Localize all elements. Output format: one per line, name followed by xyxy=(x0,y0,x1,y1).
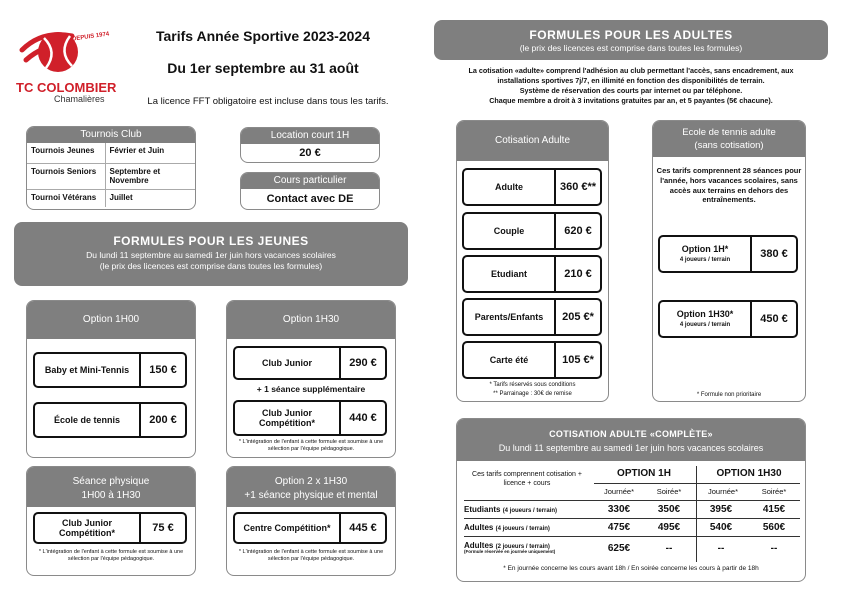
logo-since: DEPUIS 1974 xyxy=(71,31,110,43)
price-value: 620 € xyxy=(554,214,600,248)
row-label-sub: (4 joueurs / terrain) xyxy=(495,526,550,532)
price-label: Carte été xyxy=(489,354,529,365)
col-journee: Journée* xyxy=(603,487,635,496)
price-value: 150 € xyxy=(139,354,185,386)
price-carte-ete xyxy=(462,341,602,379)
price-label: Baby et Mini-Tennis xyxy=(44,364,130,375)
price-value: 450 € xyxy=(750,302,796,336)
season-dates: Du 1er septembre au 31 août xyxy=(167,60,359,76)
cell-value: 415€ xyxy=(762,504,786,515)
price-label: Club Junior xyxy=(262,357,312,368)
cotisation-note-2: ** Parrainage : 30€ de remise xyxy=(493,391,572,397)
table-row xyxy=(27,189,195,207)
logo-city: Chamalières xyxy=(54,94,105,104)
price-parents-enfants xyxy=(462,298,602,336)
row-label xyxy=(464,542,594,555)
desc-line: La cotisation «adulte» comprend l'adhésion au club permettant l'accès, sans encadrement, aux xyxy=(468,66,794,75)
licence-note: La licence FFT obligatoire est incluse dans tous les tarifs. xyxy=(147,96,389,107)
cotisation-complete-subtitle: Du lundi 11 septembre au samedi 1er juin hors vacances scolaires xyxy=(498,442,764,453)
cours-particulier-value: Contact avec DE xyxy=(266,193,354,205)
price-value: 445 € xyxy=(339,514,385,542)
price-value: 440 € xyxy=(339,402,385,434)
cell-value: 395€ xyxy=(709,504,733,515)
price-value: 360 €** xyxy=(554,170,600,204)
cell-value: 540€ xyxy=(709,522,733,533)
cell-value: 560€ xyxy=(762,522,786,533)
option-2x1h30-title1: Option 2 x 1H30 xyxy=(274,476,348,487)
price-adulte xyxy=(462,168,602,206)
location-court-price: 20 € xyxy=(299,147,321,159)
price-label xyxy=(660,237,750,271)
tournoi-name: Tournois Jeunes xyxy=(27,143,105,163)
cotisation-note-1: * Tarifs réservés sous conditions xyxy=(489,382,576,388)
cell-value: 475€ xyxy=(607,522,631,533)
col-journee: Journée* xyxy=(707,487,739,496)
tournois-club-title: Tournois Club xyxy=(27,127,195,143)
desc-line: Système de réservation des courts par internet ou par téléphone. xyxy=(519,86,743,96)
selection-note: * L'intégration de l'enfant à cette formule est soumise à une sélection par l'équipe pédagogique. xyxy=(38,549,184,563)
ecole-adulte-title1: Ecole de tennis adulte xyxy=(682,127,776,138)
logo-name: TC COLOMBIER xyxy=(16,80,117,95)
desc-line: Chaque membre a droit à 3 invitations gratuites par an, et 5 payantes (5€ chacune). xyxy=(489,96,773,106)
option-1h30-title: Option 1H30 xyxy=(227,301,395,339)
jeunes-banner xyxy=(14,222,408,286)
desc-line: installations sportives 7j/7, en illimité en fonction des disponibilités de terrain. xyxy=(497,76,765,86)
cours-particulier-title: Cours particulier xyxy=(241,173,379,189)
price-club-junior xyxy=(233,346,387,380)
price-value: 210 € xyxy=(554,257,600,291)
cotisation-adulte-title: Cotisation Adulte xyxy=(457,121,608,161)
price-label xyxy=(660,302,750,336)
table-row xyxy=(27,143,195,163)
cell-value: -- xyxy=(770,543,778,554)
option-sub: 4 joueurs / terrain xyxy=(679,321,731,328)
row-label-sub: (2 joueurs / terrain) xyxy=(495,543,550,550)
tournoi-when: Février et Juin xyxy=(109,146,165,155)
col-soiree: Soirée* xyxy=(656,487,682,496)
ecole-adulte-header xyxy=(653,121,805,157)
seance-physique-header xyxy=(27,467,195,507)
cotisation-complete-title: COTISATION ADULTE «COMPLÈTE» xyxy=(549,429,713,439)
row-label xyxy=(464,505,594,514)
price-label: Club Junior Compétition* xyxy=(59,517,115,538)
price-ecole-de-tennis xyxy=(33,402,187,438)
tournois-club-card xyxy=(26,126,196,210)
option-label: Option 1H30* xyxy=(676,309,734,320)
adultes-banner xyxy=(434,20,828,60)
adultes-subtitle: (le prix des licences est comprise dans toutes les formules) xyxy=(519,43,743,53)
tournois-table xyxy=(27,143,195,207)
price-label: École de tennis xyxy=(53,414,121,425)
price-label: Adulte xyxy=(495,181,523,192)
cell-value: 350€ xyxy=(657,504,681,515)
tournoi-name: Tournois Seniors xyxy=(27,163,105,189)
option-2x1h30-title2: +1 séance physique et mental xyxy=(244,490,378,501)
row-label-main: Adultes xyxy=(464,540,494,550)
complete-note: * En journée concerne les cours avant 18h / En soirée concerne les cours à partir de 18h xyxy=(503,565,759,572)
complete-intro: Ces tarifs comprennent cotisation + licence + cours xyxy=(472,471,582,488)
seance-physique-title1: Séance physique xyxy=(72,476,150,487)
cell-value: -- xyxy=(665,543,673,554)
cours-particulier-card xyxy=(240,172,380,210)
row-label-main: Etudiants xyxy=(464,505,501,514)
selection-note: * L'intégration de l'enfant à cette formule est soumise à une sélection par l'équipe pédagogique. xyxy=(238,439,384,453)
price-option-1h30 xyxy=(658,300,798,338)
price-label: Couple xyxy=(493,225,525,236)
ecole-adulte-title2: (sans cotisation) xyxy=(694,139,764,151)
page-title: Tarifs Année Sportive 2023-2024 xyxy=(156,28,370,44)
price-etudiant xyxy=(462,255,602,293)
price-centre-competition xyxy=(233,512,387,544)
adultes-description xyxy=(434,66,828,106)
price-value: 380 € xyxy=(750,237,796,271)
jeunes-line1: Du lundi 11 septembre au samedi 1er juin hors vacances scolaires xyxy=(86,250,336,260)
price-value: 290 € xyxy=(339,348,385,378)
price-label: Centre Compétition* xyxy=(243,522,331,533)
tournoi-name: Tournoi Vétérans xyxy=(27,189,105,207)
location-court-title: Location court 1H xyxy=(241,128,379,144)
option-2x1h30-header xyxy=(227,467,395,507)
cell-value: 330€ xyxy=(607,504,631,515)
price-physique-competition xyxy=(33,512,187,544)
option-1h00-title: Option 1H00 xyxy=(27,301,195,339)
jeunes-title: FORMULES POUR LES JEUNES xyxy=(113,234,309,248)
tournoi-when: Juillet xyxy=(109,192,133,202)
cell-value: 495€ xyxy=(657,522,681,533)
price-baby-mini-tennis xyxy=(33,352,187,388)
price-label: Parents/Enfants xyxy=(474,311,544,322)
option-1h30-header: OPTION 1H30 xyxy=(716,468,782,479)
option-sub: 4 joueurs / terrain xyxy=(679,256,731,263)
table-row xyxy=(27,163,195,189)
table-row xyxy=(464,518,800,536)
tournoi-when: Septembre et Novembre xyxy=(109,166,161,185)
seance-physique-title2: 1H00 à 1H30 xyxy=(81,490,141,501)
option-label: Option 1H* xyxy=(681,244,729,255)
price-value: 105 €* xyxy=(554,343,600,377)
ecole-adulte-description: Ces tarifs comprennent 28 séances pour l'année, hors vacances scolaires, sans accès aux terrains en dehors des entraînements. xyxy=(656,166,802,205)
cotisation-complete-header xyxy=(457,419,805,461)
cell-value: 625€ xyxy=(607,543,631,554)
supplement-note: + 1 séance supplémentaire xyxy=(256,384,366,394)
price-label: Club Junior Compétition* xyxy=(259,407,315,428)
row-label-sub2: (Formule réservée en journée uniquement) xyxy=(464,549,556,555)
selection-note: * L'intégration de l'enfant à cette formule est soumise à une sélection par l'équipe pédagogique. xyxy=(238,549,384,563)
price-value: 200 € xyxy=(139,404,185,436)
adultes-title: FORMULES POUR LES ADULTES xyxy=(529,28,733,42)
table-row xyxy=(464,500,800,518)
ecole-adulte-note: * Formule non prioritaire xyxy=(696,392,762,398)
option-1h-header: OPTION 1H xyxy=(617,468,671,479)
price-label: Etudiant xyxy=(491,268,527,279)
cell-value: -- xyxy=(717,543,725,554)
price-value: 205 €* xyxy=(554,300,600,334)
table-row xyxy=(464,536,800,560)
price-value: 75 € xyxy=(139,514,185,542)
tennis-ball-logo-icon xyxy=(12,22,122,80)
header-divider xyxy=(594,483,800,484)
price-couple xyxy=(462,212,602,250)
row-label-sub: (4 joueurs / terrain) xyxy=(502,508,558,514)
row-label-main: Adultes xyxy=(464,523,494,532)
jeunes-line2: (le prix des licences est comprise dans toutes les formules) xyxy=(99,261,323,271)
location-court-card xyxy=(240,127,380,163)
price-option-1h xyxy=(658,235,798,273)
club-logo xyxy=(12,22,122,104)
price-club-junior-competition xyxy=(233,400,387,436)
col-soiree: Soirée* xyxy=(761,487,787,496)
row-label xyxy=(464,523,594,532)
